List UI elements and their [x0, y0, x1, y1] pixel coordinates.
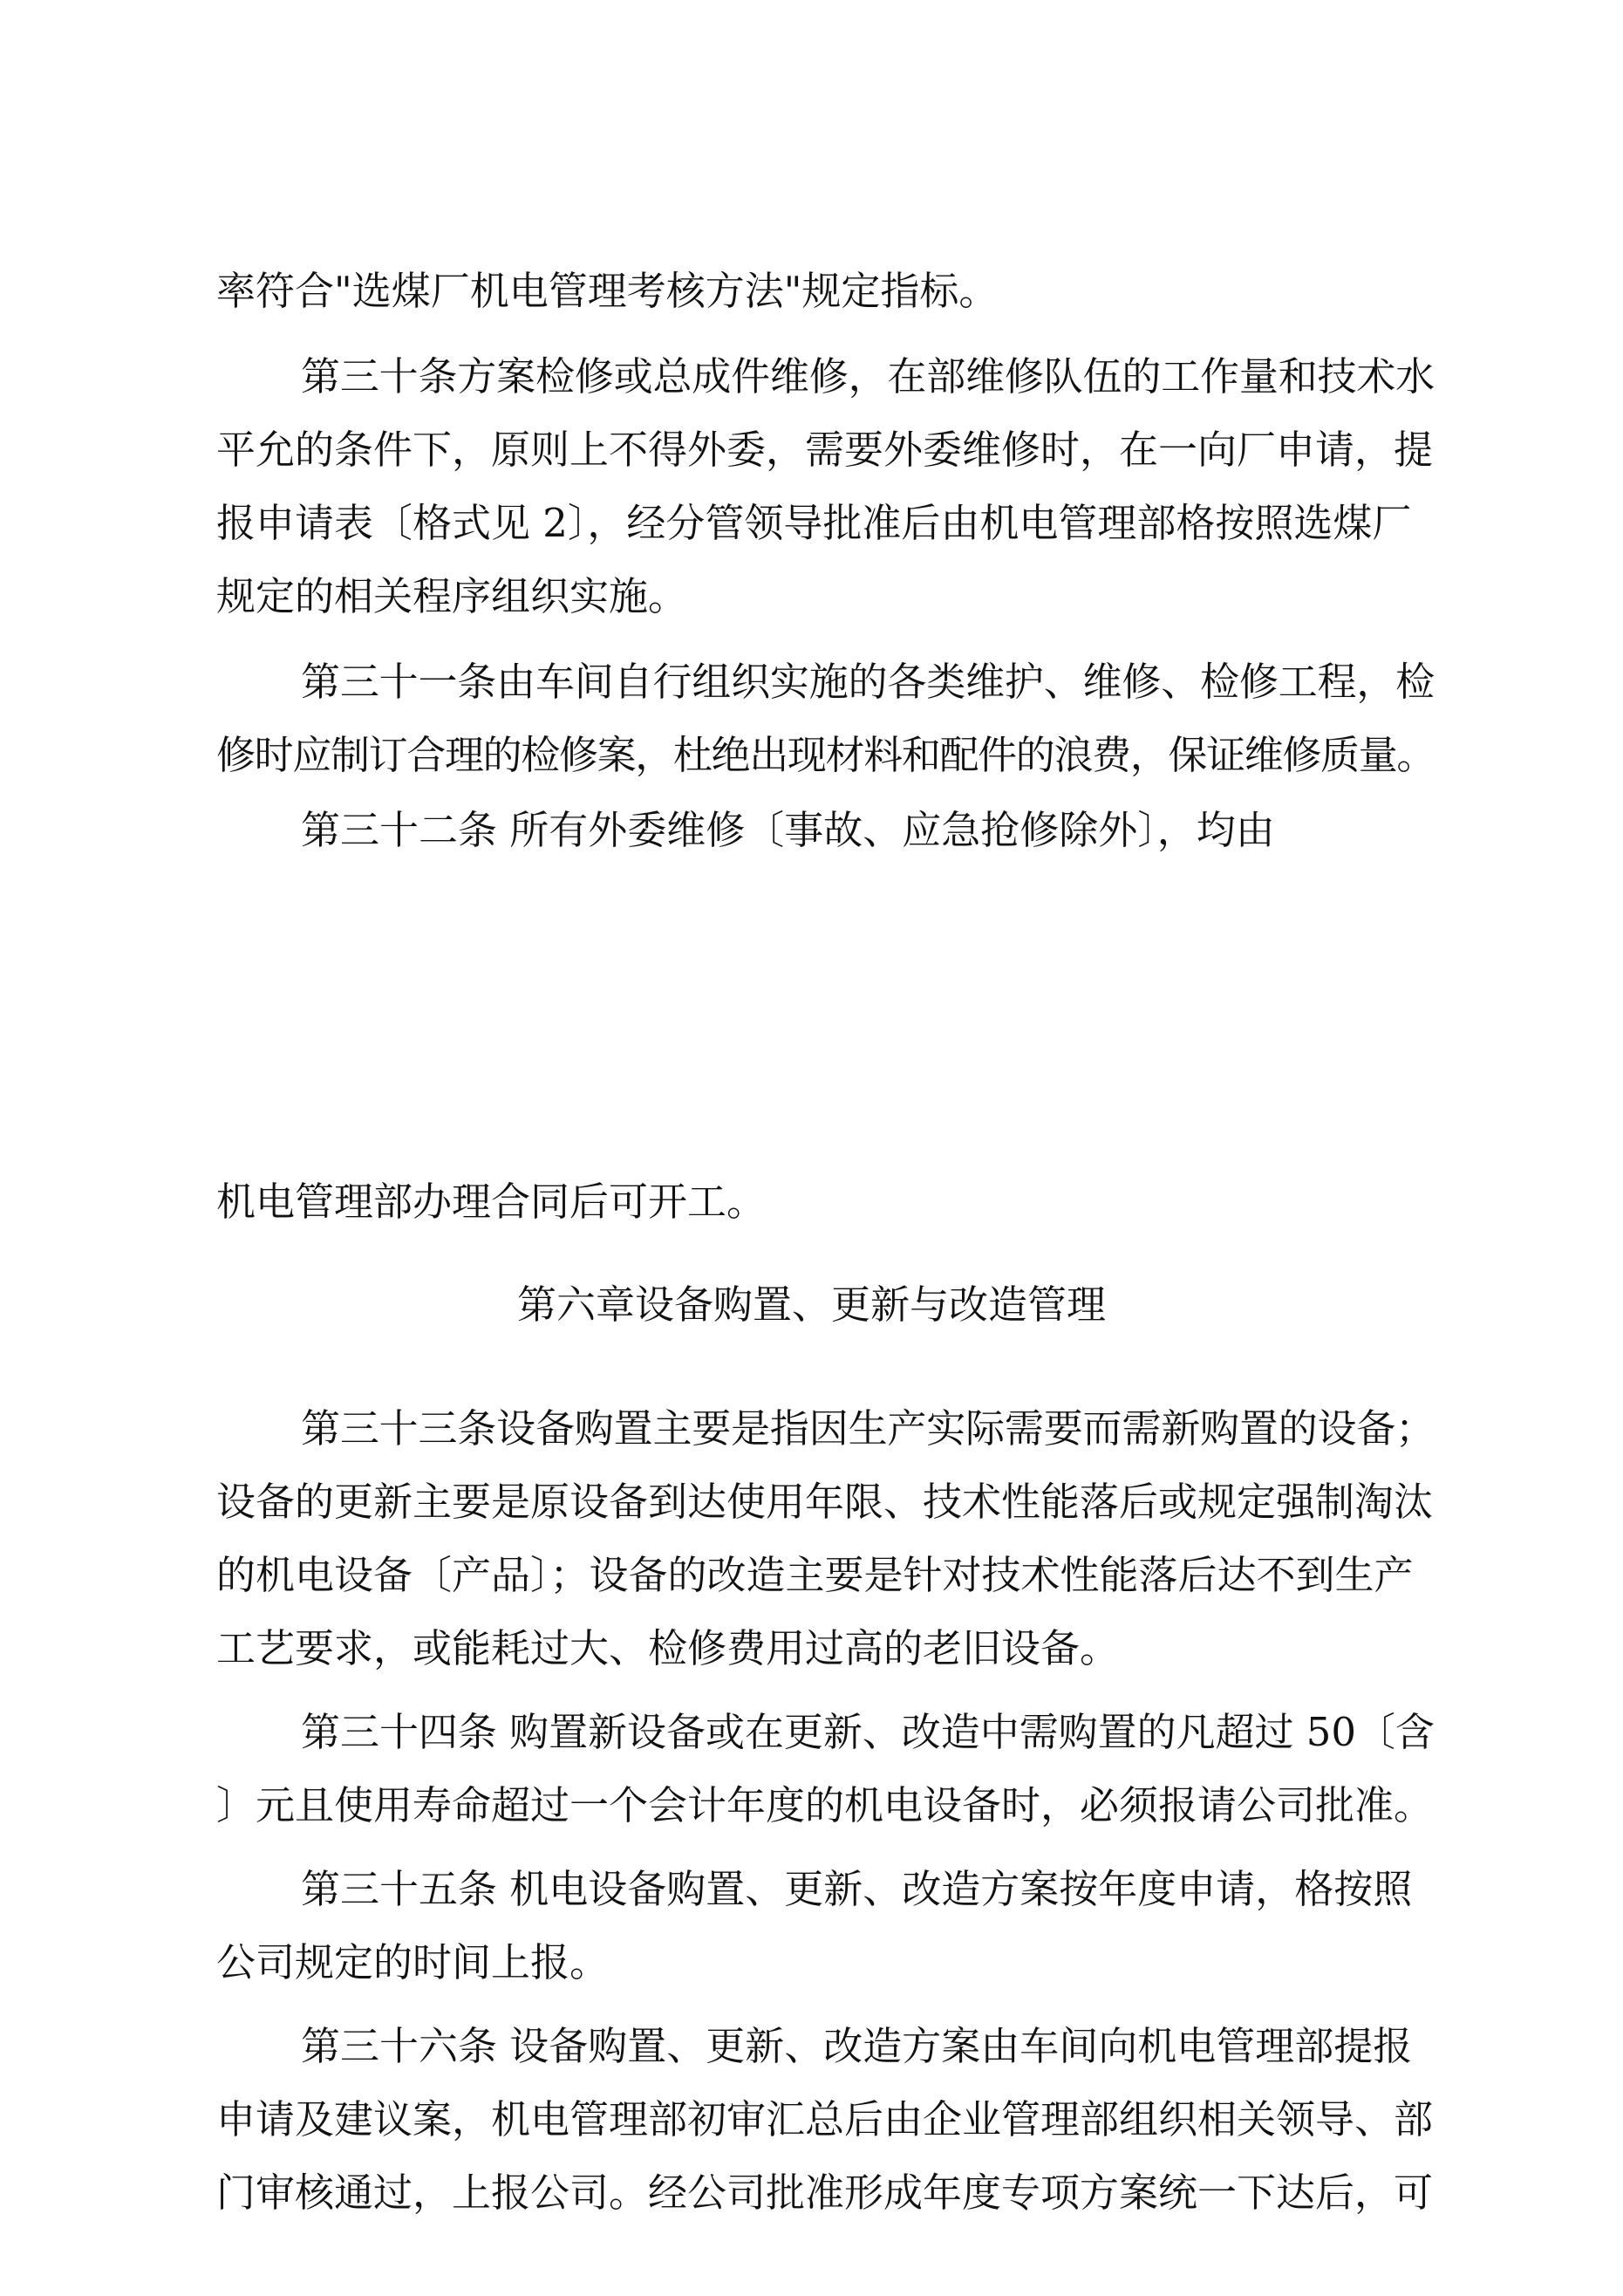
article-31-start: 第三十一条由车间自行组织实施的各类维护、维修、检修工程，检 [301, 659, 1435, 705]
article-36-start: 第三十六条 设备购置、更新、改造方案由车间向机电管理部提报 [301, 2023, 1413, 2069]
text-line: 平允的条件下，原则上不得外委，需要外委维修时，在一向厂申请，提 [216, 427, 1434, 473]
text-line: 工艺要求，或能耗过大、检修费用过高的老旧设备。 [216, 1625, 1120, 1671]
article-32-start: 第三十二条 所有外委维修〔事故、应急抢修除外〕，均由 [301, 807, 1275, 853]
text-line: 公司规定的时间上报。 [216, 1939, 610, 1985]
article-30-start: 第三十条方案检修或总成件维修，在部维修队伍的工作量和技术水 [301, 353, 1435, 400]
text-line: 机电管理部办理合同后可开工。 [216, 1179, 767, 1225]
text-line: 报申请表〔格式见 2〕，经分管领导批准后由机电管理部格按照选煤厂 [216, 500, 1412, 546]
chapter-title: 第六章设备购置、更新与改造管理 [516, 1281, 1106, 1328]
article-35-start: 第三十五条 机电设备购置、更新、改造方案按年度申请，格按照 [301, 1866, 1413, 1912]
text-line: 的机电设备〔产品〕；设备的改造主要是针对技术性能落后达不到生产 [216, 1552, 1414, 1598]
text-line: 设备的更新主要是原设备到达使用年限、技术性能落后或规定强制淘汰 [216, 1479, 1434, 1525]
article-33-start: 第三十三条设备购置主要是指因生产实际需要而需新购置的设备； [301, 1405, 1435, 1452]
text-line: 率符合"选煤厂机电管理考核方法"规定指标。 [216, 268, 999, 314]
text-line: 门审核通过，上报公司。经公司批准形成年度专项方案统一下达后，可 [216, 2170, 1434, 2216]
text-line: 规定的相关程序组织实施。 [216, 573, 688, 619]
article-34-start: 第三十四条 购置新设备或在更新、改造中需购置的凡超过 50〔含 [301, 1709, 1435, 1755]
text-line: 修时应制订合理的检修案，杜绝出现材料和配件的浪费，保证维修质量。 [216, 732, 1435, 778]
text-line: 〕元且使用寿命超过一个会计年度的机电设备时，必须报请公司批准。 [216, 1782, 1434, 1828]
text-line: 申请及建议案，机电管理部初审汇总后由企业管理部组织相关领导、部 [216, 2096, 1434, 2142]
